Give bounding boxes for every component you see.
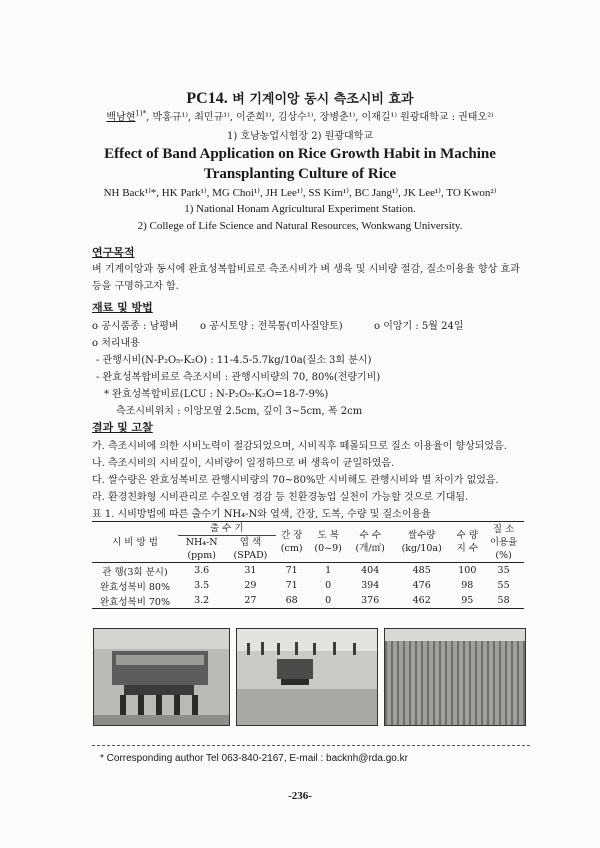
result-item-1: 가. 측조시비에 의한 시비노력이 절감되었으며, 시비직후 떼몰되므로 질소 이용율이 향상되었음. [92, 441, 507, 452]
table-cell-nh4: 3.2 [194, 595, 210, 606]
result-item-4: 라. 환경친화형 시비관리로 수질오염 경감 등 친환경농업 실천이 가능할 것으로 기대됨. [92, 492, 469, 503]
photo-transplanter-machine [93, 628, 230, 726]
table-row [92, 578, 524, 593]
table-caption: 표 1. 시비방법에 따른 출수기 NH₄-N와 엽색, 간장, 도복, 수량 및 질소이용율 [92, 509, 431, 520]
col-yield: 쌀수량 (kg/10a) [401, 530, 442, 554]
footnote-separator [92, 745, 530, 746]
table-row [92, 563, 524, 579]
other-authors: , 박홍규¹⁾, 최민규¹⁾, 이준희¹⁾, 김상수¹⁾, 장병춘¹⁾, 이재길¹⁾ 원광대학교 : 권태오²⁾ [146, 112, 494, 123]
lead-author-sup: 1)* [135, 109, 147, 118]
table-cell-index: 95 [461, 595, 474, 606]
results-table [92, 521, 524, 609]
col-panicle: 수 수 (개/㎡) [355, 530, 385, 554]
paper-title-ko: 벼 기계이앙 동시 측조시비 효과 [232, 92, 414, 107]
english-title-line1: Effect of Band Application on Rice Growth Habit in Machine [104, 146, 496, 162]
photo-field-operation [236, 628, 378, 726]
authors-english: NH Back¹⁾*, HK Park¹⁾, MG Choi¹⁾, JH Lee¹⁾, SS Kim¹⁾, BC Jang¹⁾, JK Lee¹⁾, TO Kwon²⁾ [103, 187, 497, 199]
table-cell-yield: 462 [412, 595, 431, 606]
table-cell-yield: 485 [412, 565, 431, 576]
table-cell-yield: 476 [412, 580, 431, 591]
table-cell-spad: 27 [244, 595, 257, 606]
table-cell-method: 완효성복비 70% [99, 596, 171, 608]
affiliation-english-2: 2) College of Life Science and Natural Resources, Wonkwang University. [137, 220, 463, 232]
photo-rice-paddy [384, 628, 526, 726]
affiliation-english-1: 1) National Honam Agricultural Experiment Station. [184, 203, 416, 215]
section-purpose-text: 벼 기계이앙과 동시에 완효성복합비료로 측조시비가 벼 생육 및 시비량 절감, 질소이용율 향상 효과 등을 구명하고자 함. [92, 264, 520, 292]
table-cell-lodg: 0 [325, 595, 332, 606]
result-item-3: 다. 쌀수량은 완효성복비로 관행시비량의 70~80%만 시비해도 관행시비와 별 차이가 없었음. [92, 475, 499, 486]
col-culm: 간 장 (cm) [280, 530, 303, 554]
affiliation-korean: 1) 호남농업시험장 2) 원광대학교 [227, 131, 373, 142]
table-cell-nh4: 3.6 [194, 565, 210, 576]
table-cell-method: 완효성복비 80% [99, 581, 171, 593]
table-row [92, 593, 524, 609]
method-fertilizer-note: * 완효성복합비료(LCU : N-P₂O₅-K₂O=18-7-9%) [104, 389, 329, 400]
lead-author: 백남현 [106, 112, 136, 123]
table-cell-pan: 376 [361, 595, 380, 606]
corresponding-author-note: * Corresponding author Tel 063-840-2167, E-mail : backnh@rda.go.kr [100, 753, 408, 764]
section-heading-purpose: 연구목적 [92, 246, 135, 259]
table-cell-nue: 58 [497, 595, 510, 606]
table-cell-spad: 29 [244, 580, 257, 591]
section-heading-results: 결과 및 고찰 [92, 421, 153, 434]
table-cell-index: 100 [458, 565, 477, 576]
col-method: 시 비 방 법 [112, 536, 158, 548]
english-title-line2: Transplanting Culture of Rice [203, 166, 397, 182]
table-cell-pan: 404 [361, 565, 380, 576]
table-cell-lodg: 0 [325, 580, 332, 591]
method-transplant-date: o 이앙기 : 5월 24일 [374, 321, 464, 332]
section-heading-methods: 재료 및 방법 [92, 301, 153, 314]
paper-code: PC14. [186, 90, 228, 107]
col-lodging: 도 복 (0~9) [314, 530, 342, 554]
method-soil: o 공시토양 : 전북통(미사질양토) [200, 321, 343, 332]
table-cell-nh4: 3.5 [194, 580, 210, 591]
method-variety: o 공시품종 : 남평벼 [92, 321, 179, 332]
table-cell-lodg: 1 [325, 565, 332, 576]
page-number: -236- [288, 790, 312, 802]
method-treatment: o 처리내용 [92, 338, 140, 349]
col-nue: 질 소 이용율 (%) [489, 523, 518, 561]
result-item-2: 나. 측조시비의 시비깊이, 시비량이 일정하므로 벼 생육이 균일하였음. [92, 458, 395, 469]
table-cell-pan: 394 [361, 580, 380, 591]
table-cell-spad: 31 [244, 565, 257, 576]
col-group-heading: 출 수 기 [178, 522, 276, 536]
table-cell-nue: 35 [497, 565, 510, 576]
col-index: 수 량 지 수 [456, 530, 478, 554]
table-cell-culm: 71 [285, 565, 298, 576]
table-cell-method: 관 행(3회 분시) [102, 566, 168, 578]
table-cell-culm: 68 [285, 595, 298, 606]
method-band-application: - 완효성복합비료로 측조시비 : 관행시비량의 70, 80%(전량기비) [96, 372, 381, 383]
table-cell-culm: 71 [285, 580, 298, 591]
paper-title [0, 88, 600, 108]
table-cell-nue: 55 [497, 580, 510, 591]
table-cell-index: 98 [461, 580, 474, 591]
method-position-note: 측조시비위치 : 이앙모옆 2.5cm, 깊이 3~5cm, 폭 2cm [116, 406, 363, 417]
method-conventional: - 관행시비(N-P₂O₅-K₂O) : 11-4.5-5.7kg/10a(질소 3회 분시) [96, 355, 372, 366]
col-leaf-color: 엽 색 (SPAD) [233, 537, 268, 561]
col-nh4: NH₄-N (ppm) [185, 537, 218, 561]
authors-korean [0, 108, 600, 123]
